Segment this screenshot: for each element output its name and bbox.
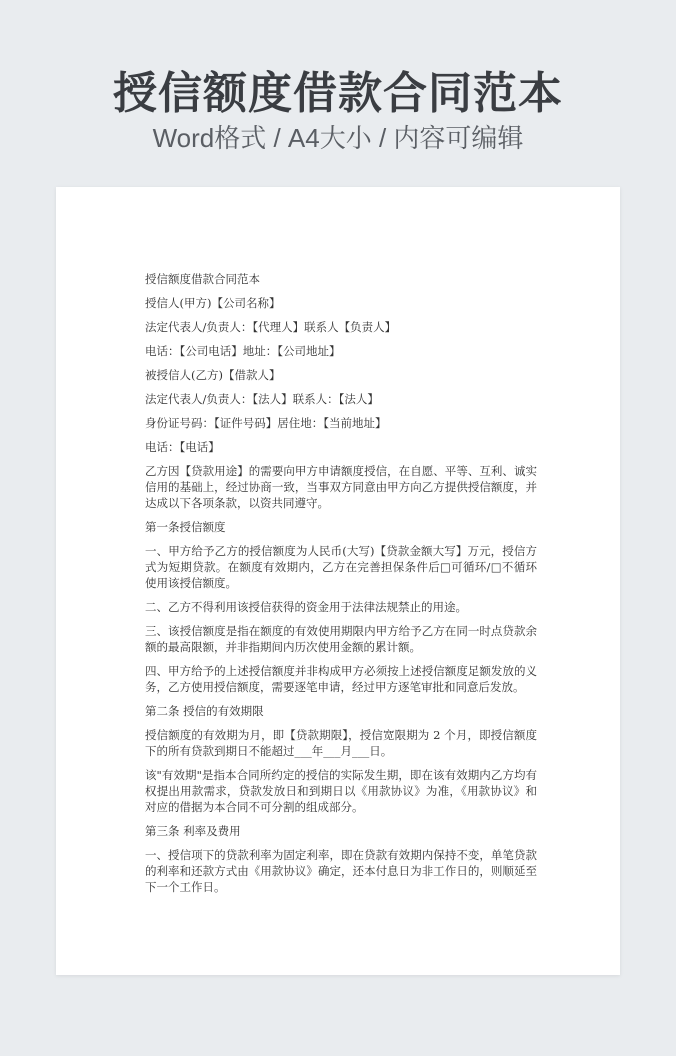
doc-paragraph: 法定代表人/负责人：【法人】联系人：【法人】 — [145, 392, 379, 406]
doc-paragraph: 三、该授信额度是指在额度的有效使用期限内甲方给予乙方在同一时点贷款余额的最高限额，并非指期间内历次使用金额的累计额。 — [145, 624, 537, 654]
doc-paragraph: 被授信人(乙方)【借款人】 — [145, 368, 281, 382]
page-subtitle: Word格式 / A4大小 / 内容可编辑 — [152, 123, 524, 153]
document-page — [56, 187, 620, 975]
doc-paragraph: 四、甲方给予的上述授信额度并非构成甲方必须按上述授信额度足额发放的义务，乙方使用授信额度，需要逐笔申请，经过甲方逐笔审批和同意后发放。 — [145, 664, 537, 694]
doc-section-heading: 第三条 利率及费用 — [145, 824, 241, 838]
doc-paragraph: 电话：【电话】 — [145, 440, 220, 454]
doc-paragraph: 二、乙方不得利用该授信获得的资金用于法律法规禁止的用途。 — [145, 600, 467, 614]
doc-paragraph: 该"有效期"是指本合同所约定的授信的实际发生期，即在该有效期内乙方均有权提出用款需求，贷款发放日和到期日以《用款协议》为准，《用款协议》和对应的借据为本合同不可分割的组成部分。 — [145, 768, 537, 814]
doc-paragraph: 电话：【公司电话】地址：【公司地址】 — [145, 344, 341, 358]
doc-section-heading: 第一条授信额度 — [145, 520, 226, 534]
doc-paragraph: 身份证号码：【证件号码】居住地：【当前地址】 — [145, 416, 387, 430]
doc-paragraph: 一、授信项下的贷款利率为固定利率，即在贷款有效期内保持不变，单笔贷款的利率和还款方式由《用款协议》确定，还本付息日为非工作日的，则顺延至下一个工作日。 — [145, 848, 537, 894]
doc-paragraph: 授信额度的有效期为月，即【贷款期限】，授信宽限期为 2 个月，即授信额度下的所有贷款到期日不能超过___年___月___日。 — [145, 728, 537, 758]
doc-paragraph: 乙方因【贷款用途】的需要向甲方申请额度授信，在自愿、平等、互利、诚实信用的基础上，经过协商一致，当事双方同意由甲方向乙方提供授信额度，并达成以下各项条款，以资共同遵守。 — [145, 464, 537, 510]
doc-paragraph: 授信人(甲方)【公司名称】 — [145, 296, 281, 310]
document-body — [145, 271, 537, 903]
doc-section-heading: 第二条 授信的有效期限 — [145, 704, 264, 718]
page-title: 授信额度借款合同范本 — [113, 68, 563, 119]
doc-title: 授信额度借款合同范本 — [145, 272, 260, 286]
doc-paragraph: 一、甲方给予乙方的授信额度为人民币(大写)【贷款金额大写】万元，授信方式为短期贷款。在额度有效期内，乙方在完善担保条件后□可循环/□不循环使用该授信额度。 — [145, 544, 537, 590]
doc-paragraph: 法定代表人/负责人：【代理人】联系人【负责人】 — [145, 320, 397, 334]
